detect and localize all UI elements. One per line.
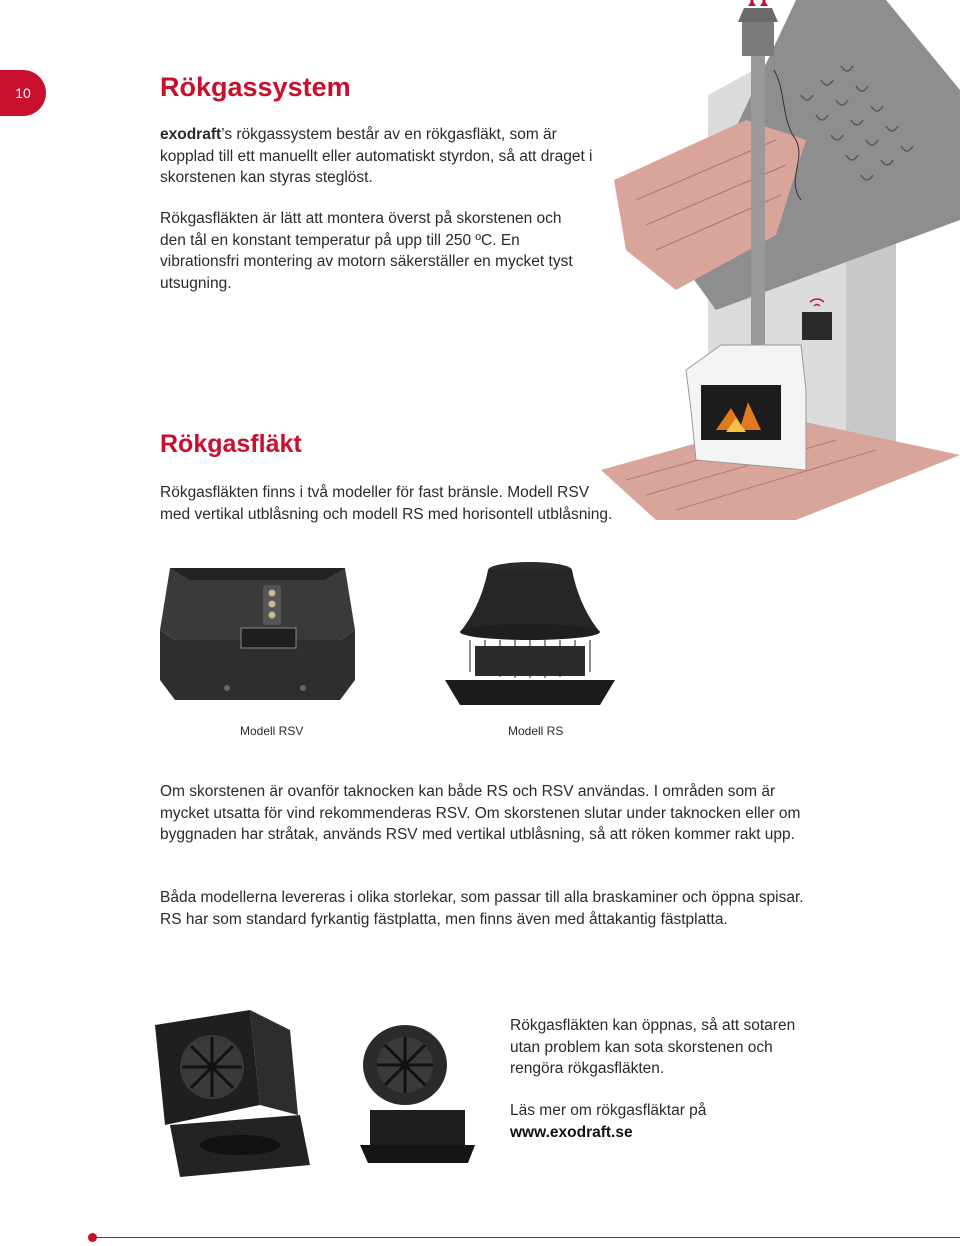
- sizes-paragraph: Båda modellerna levereras i olika storlekar, som passar till alla braskaminer och öppna spisar. RS har som standard fyrkantig fästplatta, men finns även med åttakantig fästplatta.: [160, 889, 804, 928]
- read-more-paragraph: [510, 1100, 810, 1143]
- rs-opened-image: [350, 1015, 480, 1165]
- page-number: 10: [15, 85, 31, 101]
- section-title-rokgasflakt: Rökgasfläkt: [160, 430, 302, 458]
- read-more-text: Läs mer om rökgasfläktar på: [510, 1102, 707, 1119]
- page-number-badge: [0, 70, 46, 116]
- rs-fan-image: [440, 560, 615, 710]
- brand-name: exodraft: [160, 126, 222, 143]
- rs-caption: Modell RS: [508, 724, 564, 738]
- intro-paragraph: [160, 124, 600, 189]
- service-paragraph: Rökgasfläkten kan öppnas, så att sotaren utan problem kan sota skorstenen och rengöra rökgasfläkten.: [510, 1017, 796, 1077]
- rsv-opened-image: [150, 1005, 310, 1180]
- chimney-house-illustration: [596, 0, 960, 520]
- rsv-fan-image: [155, 560, 360, 710]
- models-paragraph: Rökgasfläkten finns i två modeller för fast bränsle. Modell RSV med vertikal utblåsning och modell RS med horisontell utblåsning.: [160, 484, 613, 523]
- website-link[interactable]: www.exodraft.se: [510, 1123, 633, 1141]
- section-title-rokgassystem: Rökgassystem: [160, 72, 351, 102]
- placement-paragraph: Om skorstenen är ovanför taknocken kan både RS och RSV användas. I områden som är mycket utsatta för vind rekommenderas RSV. Om skorstenen slutar under taknocken eller om byggnaden har stråtak, används RSV med vertikal utblåsning, så att röken kommer rakt upp.: [160, 783, 801, 843]
- footer-dot: [88, 1233, 97, 1242]
- rsv-caption: Modell RSV: [240, 724, 304, 738]
- intro-text: ’s rökgassystem består av en rökgasfläkt, som är kopplad till ett manuellt eller automatiskt styrdon, så att draget i skorstenen kan styras steglöst.: [160, 126, 593, 186]
- footer-divider: [92, 1237, 960, 1238]
- mounting-paragraph: Rökgasfläkten är lätt att montera överst på skorstenen och den tål en konstant temperatur på upp till 250 ºC. En vibrationsfri montering av motorn säkerställer en mycket tyst utsugning.: [160, 210, 573, 292]
